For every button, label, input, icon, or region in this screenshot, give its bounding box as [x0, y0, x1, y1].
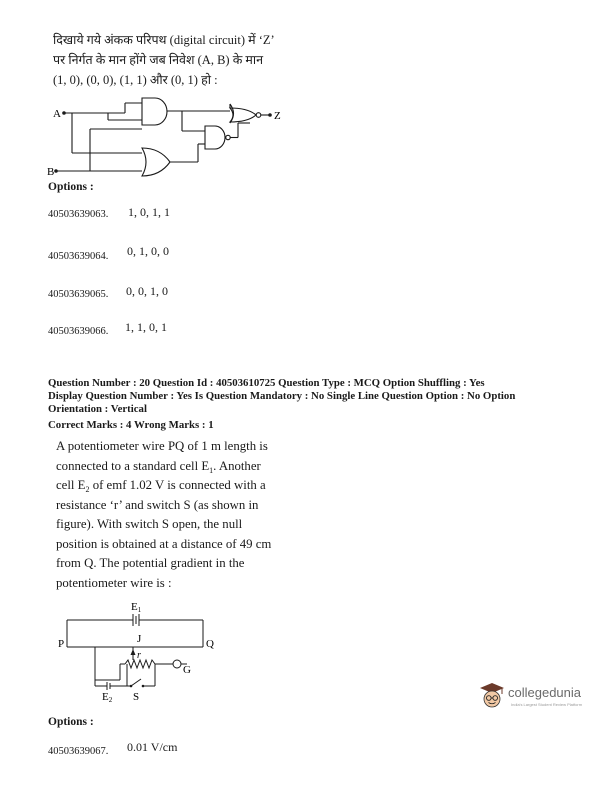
g-label: G — [183, 664, 191, 676]
q-label: Q — [206, 638, 214, 650]
option-value[interactable]: 1, 0, 1, 1 — [128, 205, 170, 219]
logo-tagline: India's Largest Student Review Platform — [511, 702, 583, 707]
graduate-mascot-icon — [478, 681, 506, 711]
options-label: Options : — [48, 181, 94, 193]
question-1-line: (1, 0), (0, 0), (1, 1) और (0, 1) हो : — [53, 73, 218, 87]
question-2-line: A potentiometer wire PQ of 1 m length is — [56, 439, 268, 453]
question-2-line: potentiometer wire is : — [56, 575, 172, 590]
collegedunia-logo — [478, 681, 604, 713]
option-id: 40503639067. — [48, 746, 109, 757]
r-label: r — [137, 650, 141, 661]
input-b-label: B — [47, 166, 55, 178]
option-id: 40503639066. — [48, 326, 109, 337]
option-id: 40503639064. — [48, 251, 109, 262]
potentiometer-circuit-diagram — [55, 600, 225, 705]
e2-label: E2 — [102, 691, 113, 704]
e1-label: E1 — [131, 601, 142, 614]
p-label: P — [58, 638, 65, 650]
question-2-line: from Q. The potential gradient in the — [56, 556, 245, 570]
logo-name: collegedunia — [508, 685, 582, 700]
j-label: J — [137, 633, 142, 645]
question-2-text — [56, 437, 296, 593]
question-1-line: पर निर्गत के मान होंगे जब निवेश (A, B) के मान — [53, 53, 264, 67]
question-2-line: resistance ‘r’ and switch S (as shown in — [56, 497, 259, 512]
input-a-label: A — [53, 108, 61, 120]
question-1-line: दिखाये गये अंकक परिपथ (digital circuit) में ‘Z’ — [53, 33, 275, 47]
question-2-line: position is obtained at a distance of 49 cm — [56, 536, 272, 551]
question-1-text — [53, 30, 313, 90]
option-id: 40503639063. — [48, 209, 109, 220]
question-2-line: cell $E_2$ of emf 1.02 V is connected with a — [56, 478, 266, 494]
question-2-line: figure). With switch S open, the null — [56, 517, 243, 531]
question-meta-line: Question Number : 20 Question Id : 40503610725 Question Type : MCQ Option Shuffling : Yes — [48, 377, 485, 389]
question-meta-line: Display Question Number : Yes Is Question Mandatory : No Single Line Question Option : No Option — [48, 390, 516, 402]
option-value[interactable]: 1, 1, 0, 1 — [125, 320, 167, 334]
question-meta-line: Orientation : Vertical — [48, 403, 147, 415]
options-label: Options : — [48, 716, 94, 728]
option-id: 40503639065. — [48, 289, 109, 300]
s-label: S — [133, 691, 140, 703]
question-2-line: connected to a standard cell $E_1$. Another — [56, 458, 261, 475]
output-z-label: Z — [274, 110, 281, 122]
option-value[interactable]: 0.01 V/cm — [127, 740, 178, 754]
option-value[interactable]: 0, 0, 1, 0 — [126, 284, 168, 298]
option-value[interactable]: 0, 1, 0, 0 — [127, 244, 169, 258]
marks-line: Correct Marks : 4 Wrong Marks : 1 — [48, 419, 214, 431]
digital-circuit-diagram — [47, 96, 300, 182]
